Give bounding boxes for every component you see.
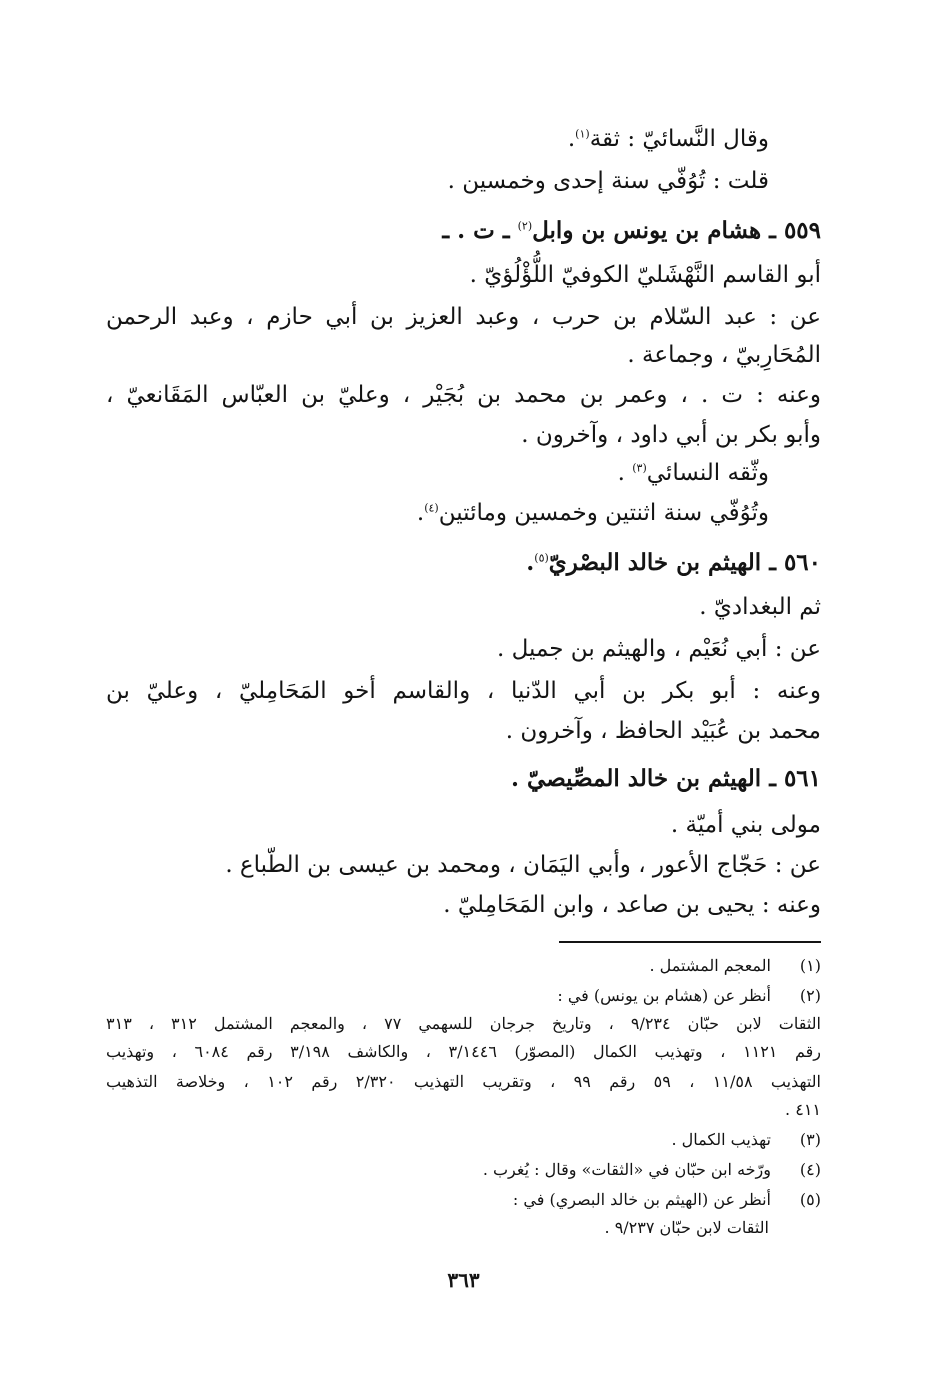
- entry-559-heading: [442, 216, 821, 246]
- text-line: محمد بن عُبَيْد الحافظ ، وآخرون .: [505, 718, 821, 744]
- footnote-marker: (٥): [534, 551, 549, 565]
- text-line: وأبو بكر بن أبي داود ، وآخرون .: [521, 422, 821, 448]
- footnote-1: [649, 954, 821, 978]
- footnote-text: ورّخه ابن حبّان في «الثقات» وقال : يُغرب .: [482, 1160, 771, 1179]
- footnote-number: (٥): [799, 1190, 821, 1209]
- footnote-2-continuation: التهذيب ١١/٥٨ ، ٥٩ رقم ٩٩ ، وتقريب التهذيب ٢/٣٢٠ رقم ١٠٢ ، وخلاصة التذهيب: [106, 1072, 822, 1091]
- text-line: [417, 498, 769, 528]
- text-line: عن : حَجّاج الأعور ، وأبي اليَمَان ، ومحمد بن عيسى بن الطّباع .: [225, 852, 821, 878]
- footnote-5: [513, 1188, 821, 1212]
- text-span: وقال النَّسائيّ : ثقة: [589, 126, 769, 152]
- text-span: وتُوُفّي سنة اثنتين وخمسين ومائتين: [438, 500, 769, 526]
- footnote-marker: (٣): [632, 461, 647, 475]
- footnote-text: أنظر عن (الهيثم بن خالد البصري) في :: [512, 1190, 771, 1209]
- text-span: .: [617, 460, 633, 486]
- text-line: مولى بني أميّة .: [670, 812, 821, 838]
- text-line: وعنه : ت . ، وعمر بن محمد بن بُجَيْر ، وعليّ بن العبّاس المَقَانعيّ ،: [106, 382, 821, 408]
- text-line: [618, 458, 769, 488]
- entry-title: ٥٦٠ ـ الهيثم بن خالد البصْريّ: [548, 549, 821, 576]
- footnote-5-continuation: الثقات لابن حبّان ٩/٢٣٧ .: [604, 1218, 769, 1237]
- footnote-4: [483, 1158, 821, 1182]
- text-span: .: [526, 549, 535, 576]
- entry-561-heading: ٥٦١ ـ الهيثم بن خالد المصِّيصيّ .: [511, 765, 821, 792]
- footnote-text: أنظر عن (هشام بن يونس) في :: [557, 986, 771, 1005]
- text-span: .: [416, 500, 425, 526]
- text-line: وعنه : أبو بكر بن أبي الدّنيا ، والقاسم أخو المَحَامِليّ ، وعليّ بن: [106, 678, 821, 704]
- text-line: [568, 124, 769, 154]
- footnote-marker: (١): [575, 127, 590, 141]
- text-line: وعنه : يحيى بن صاعد ، وابن المَحَامِليّ .: [443, 892, 821, 918]
- page-number: ٣٦٣: [447, 1268, 480, 1292]
- footnote-number: (١): [799, 956, 821, 975]
- text-line: ثم البغداديّ .: [699, 594, 821, 620]
- text-line: المُحَارِبيّ ، وجماعة .: [627, 342, 821, 368]
- footnote-marker: (٤): [424, 501, 439, 515]
- entry-title: ٥٥٩ ـ هشام بن يونس بن وابل: [532, 217, 821, 244]
- footnote-2-continuation: الثقات لابن حبّان ٩/٢٣٤ ، وتاريخ جرجان للسهمي ٧٧ ، والمعجم المشتمل ٣١٢ ، ٣١٣: [106, 1014, 821, 1033]
- text-line: عن : عبد السّلام بن حرب ، وعبد العزيز بن أبي حازم ، وعبد الرحمن: [106, 304, 821, 330]
- footnote-number: (٤): [799, 1160, 821, 1179]
- footnote-marker: (٢): [517, 219, 533, 233]
- text-line: أبو القاسم النَّهْشَليّ الكوفيّ اللُّؤْلُؤيّ .: [469, 262, 821, 288]
- footnote-text: المعجم المشتمل .: [649, 956, 771, 975]
- footnote-2: [557, 984, 821, 1008]
- text-span: وثّقه النسائي: [646, 460, 769, 486]
- footnote-2-continuation: ٤١١ .: [785, 1100, 821, 1119]
- footnote-text: تهذيب الكمال .: [671, 1130, 771, 1149]
- text-line: عن : أبي نُعَيْم ، والهيثم بن جميل .: [497, 636, 821, 662]
- footnote-3: [671, 1128, 821, 1152]
- footnote-number: (٢): [799, 986, 821, 1005]
- footnote-separator: [559, 941, 821, 943]
- text-span: .: [567, 126, 576, 152]
- entry-560-heading: [526, 548, 821, 578]
- text-line: قلت : تُوُفّي سنة إحدى وخمسين .: [447, 168, 769, 194]
- text-span: ـ ت . ـ: [442, 217, 518, 244]
- footnote-number: (٣): [799, 1130, 821, 1149]
- footnote-2-continuation: رقم ١١٢١ ، وتهذيب الكمال (المصوّر) ٣/١٤٤٦ ، والكاشف ٣/١٩٨ رقم ٦٠٨٤ ، وتهذيب: [106, 1042, 822, 1061]
